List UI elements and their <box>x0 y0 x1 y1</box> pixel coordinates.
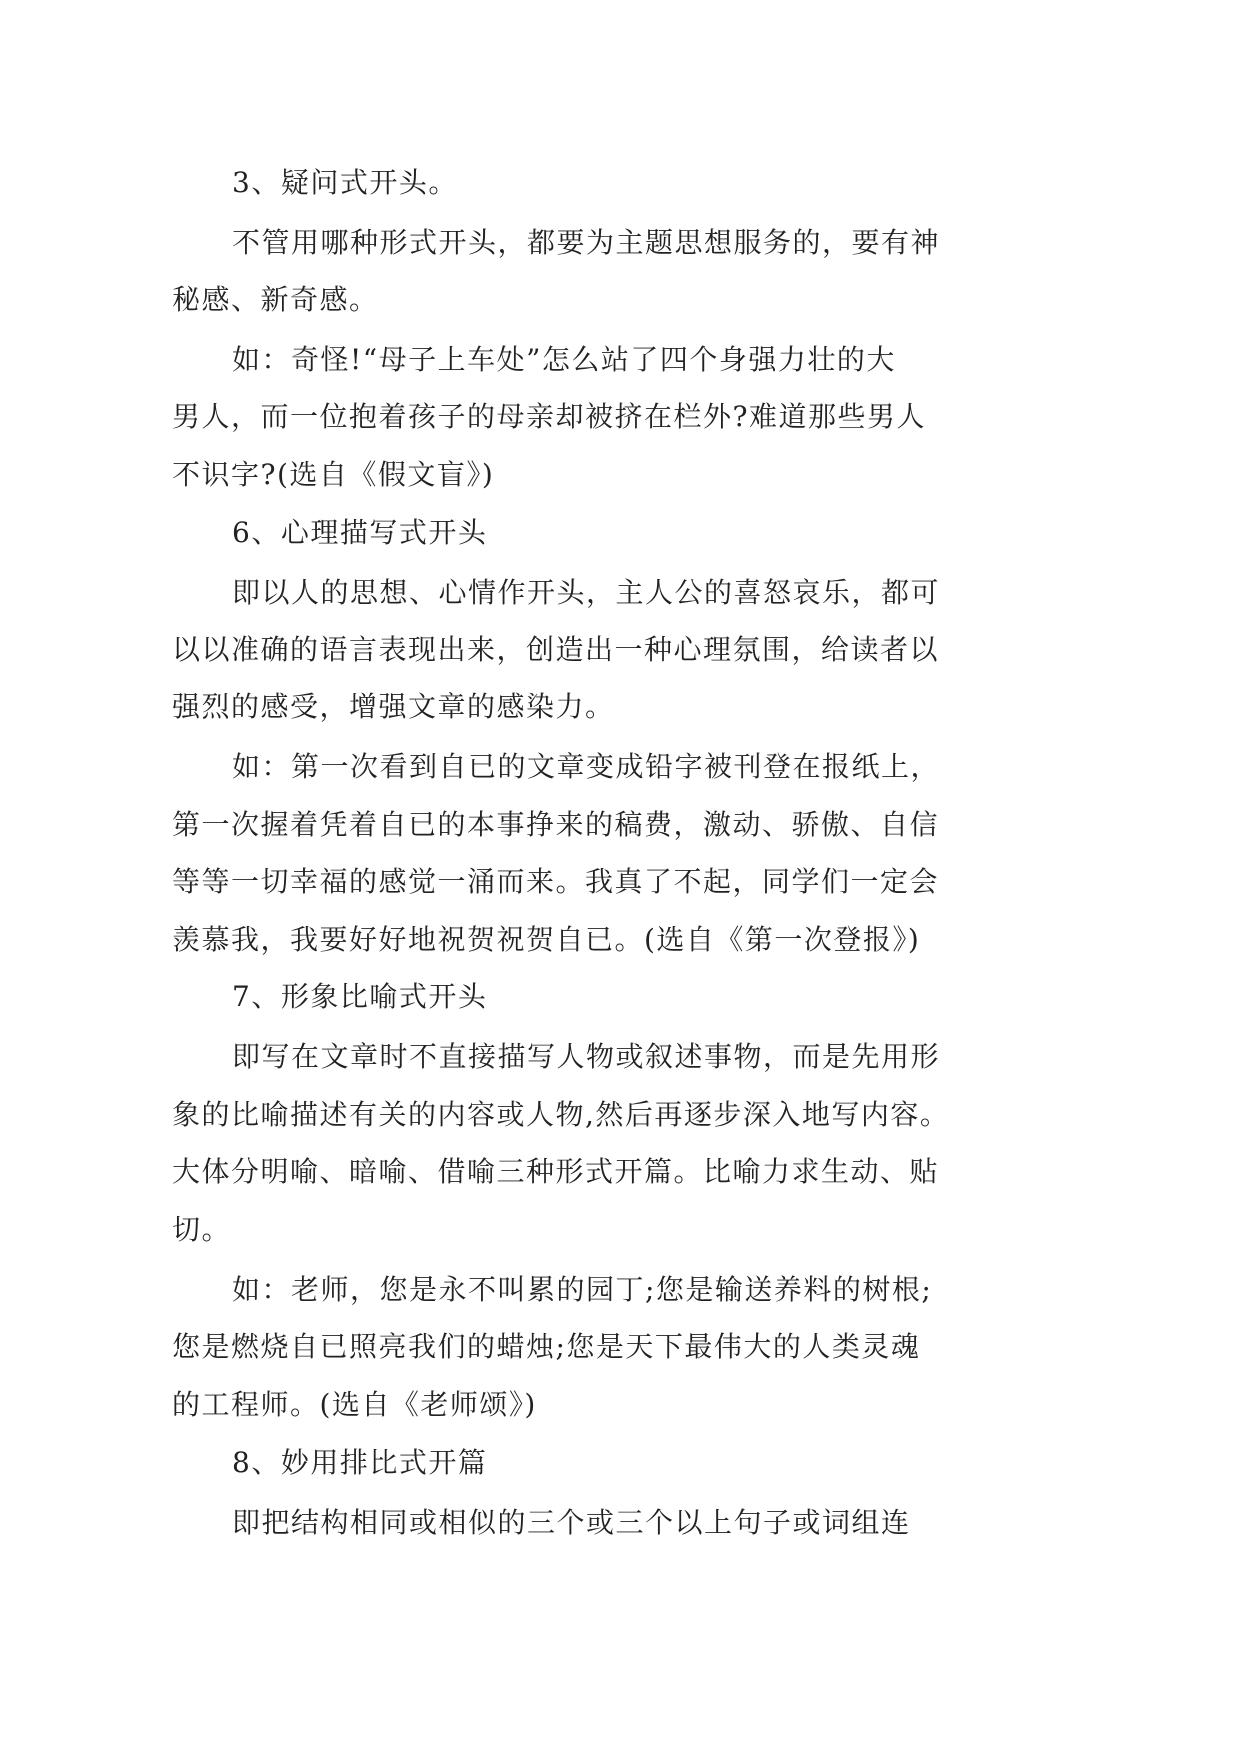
paragraph-line: 切。 <box>172 1213 232 1246</box>
example-line: 如：第一次看到自已的文章变成铅字被刊登在报纸上， <box>232 750 941 783</box>
example-line: 羡慕我，我要好好地祝贺祝贺自已。(选自《第一次登报》) <box>172 923 921 956</box>
example-line: 不识字?(选自《假文盲》) <box>172 458 495 491</box>
section-heading-6: 6、心理描写式开头 <box>232 516 488 549</box>
paragraph-line: 象的比喻描述有关的内容或人物,然后再逐步深入地写内容。 <box>172 1098 950 1131</box>
example-line: 男人，而一位抱着孩子的母亲却被挤在栏外?难道那些男人 <box>172 400 927 433</box>
section-heading-8: 8、妙用排比式开篇 <box>232 1446 488 1479</box>
example-line: 的工程师。(选自《老师颂》) <box>172 1388 537 1421</box>
paragraph-line: 秘感、新奇感。 <box>172 283 379 316</box>
example-line: 第一次握着凭着自已的本事挣来的稿费，激动、骄傲、自信 <box>172 808 940 841</box>
paragraph-line: 即以人的思想、心情作开头，主人公的喜怒哀乐，都可 <box>232 576 941 609</box>
paragraph-line: 即写在文章时不直接描写人物或叙述事物，而是先用形 <box>232 1040 941 1073</box>
example-line: 等等一切幸福的感觉一涌而来。我真了不起，同学们一定会 <box>172 865 940 898</box>
paragraph-line: 大体分明喻、暗喻、借喻三种形式开篇。比喻力求生动、贴 <box>172 1155 940 1188</box>
example-line: 您是燃烧自已照亮我们的蜡烛;您是天下最伟大的人类灵魂 <box>172 1330 921 1363</box>
example-line: 如：老师，您是永不叫累的园丁;您是输送养料的树根; <box>232 1273 933 1306</box>
paragraph-line: 以以准确的语言表现出来，创造出一种心理氛围，给读者以 <box>172 633 940 666</box>
paragraph-line: 即把结构相同或相似的三个或三个以上句子或词组连 <box>232 1506 911 1539</box>
section-heading-7: 7、形象比喻式开头 <box>232 980 488 1013</box>
example-line: 如：奇怪!“母子上车处”怎么站了四个身强力壮的大 <box>232 343 896 376</box>
section-heading-3: 3、疑问式开头。 <box>232 166 458 199</box>
paragraph-line: 不管用哪种形式开头，都要为主题思想服务的，要有神 <box>232 226 941 259</box>
paragraph-line: 强烈的感受，增强文章的感染力。 <box>172 690 615 723</box>
